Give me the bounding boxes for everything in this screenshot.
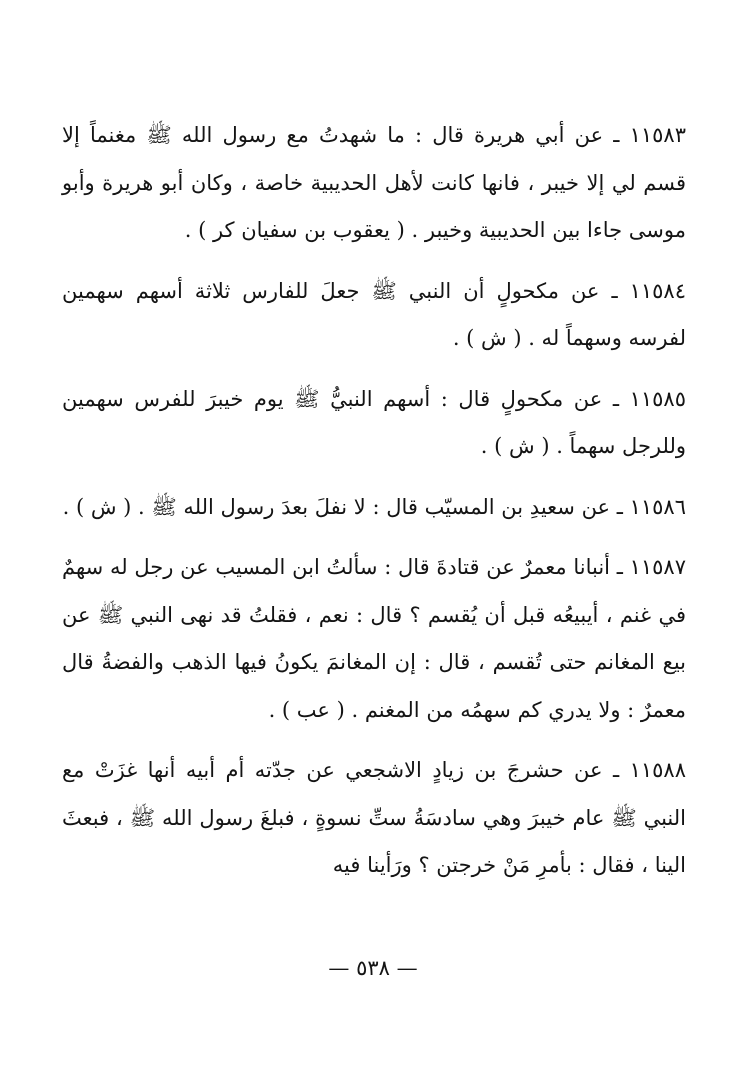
hadith-11585: ١١٥٨٥ ـ عن مكحولٍ قال : أسهم النبيُّ ﷺ يوم خيبرَ للفرس سهمين وللرجل سهماً . ( ش ) . [62, 386, 686, 458]
page-body [62, 112, 686, 903]
hadith-11583: ١١٥٨٣ ـ عن أبي هريرة قال : ما شهدتُ مع رسول الله ﷺ مغنماً إلا قسم لي إلا خيبر ، فانها كانت لأهل الحديبية خاصة ، وكان أبو هريرة وأبو موسى جاءا بين الحديبية وخيبر . ( يعقوب بن سفيان كر ) . [62, 123, 686, 242]
hadith-11587: ١١٥٨٧ ـ أنبانا معمرٌ عن قتادةَ قال : سألتُ ابن المسيب عن رجل له سهمٌ في غنم ، أيبيعُه قبل أن يُقسم ؟ قال : نعم ، فقلتُ قد نهى النبي ﷺ عن بيع المغانم حتى تُقسم ، قال : إن المغانمَ يكونُ فيها الذهب والفضةُ قال معمرٌ : ولا يدري كم سهمُه من المغنم . ( عب ) . [62, 555, 686, 722]
hadith-11584: ١١٥٨٤ ـ عن مكحولٍ أن النبي ﷺ جعلَ للفارس ثلاثة أسهم سهمين لفرسه وسهماً له . ( ش ) . [62, 278, 686, 350]
page-number: — ٥٣٨ — [328, 956, 418, 980]
hadith-11588: ١١٥٨٨ ـ عن حشرجَ بن زيادٍ الاشجعي عن جدّته أم أبيه أنها غزَتْ مع النبي ﷺ عام خيبرَ وهي سادسَةُ ستِّ نسوةٍ ، فبلغَ رسول الله ﷺ ، فبعثَ الينا ، فقال : بأمرِ مَنْ خرجتن ؟ ورَأينا فيه [62, 758, 686, 877]
hadith-11586: ١١٥٨٦ ـ عن سعيدِ بن المسيّب قال : لا نفلَ بعدَ رسول الله ﷺ . ( ش ) . [62, 494, 686, 519]
